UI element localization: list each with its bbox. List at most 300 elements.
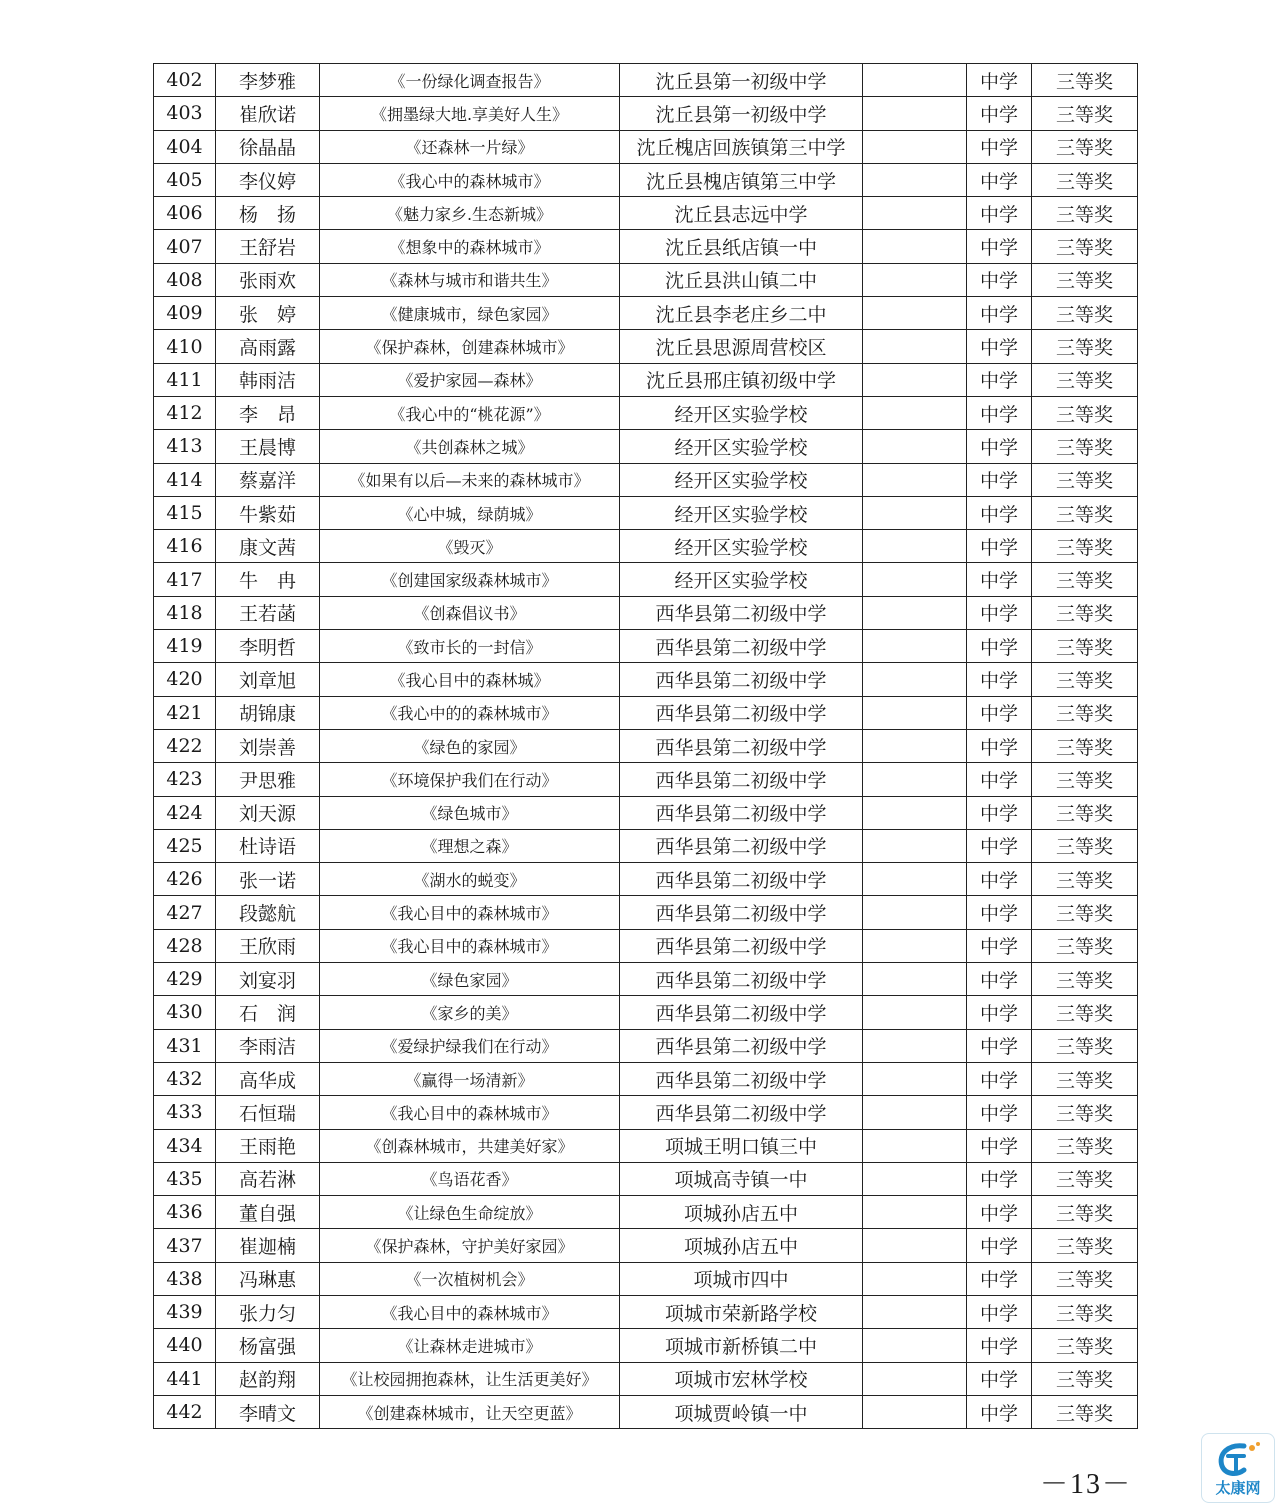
cell-name: 石 润 [216,996,320,1029]
cell-blank [863,896,967,929]
table-row [154,1295,1138,1328]
cell-name: 张 婷 [216,297,320,330]
table-row [154,330,1138,363]
cell-award: 三等奖 [1032,1395,1138,1428]
table-row [154,263,1138,296]
cell-award: 三等奖 [1032,796,1138,829]
cell-num: 407 [154,230,216,263]
cell-level: 中学 [967,663,1032,696]
cell-level: 中学 [967,1062,1032,1095]
cell-blank [863,996,967,1029]
cell-award: 三等奖 [1032,297,1138,330]
cell-title: 《创建国家级森林城市》 [320,563,620,596]
cell-name: 王雨艳 [216,1129,320,1162]
cell-award: 三等奖 [1032,1196,1138,1229]
cell-level: 中学 [967,596,1032,629]
cell-num: 427 [154,896,216,929]
cell-level: 中学 [967,829,1032,862]
table-row [154,963,1138,996]
tc-logo-icon [1214,1440,1264,1480]
awards-table-body [154,64,1138,1429]
cell-school: 项城市荣新路学校 [620,1295,863,1328]
cell-title: 《我心中的森林城市》 [320,163,620,196]
cell-school: 经开区实验学校 [620,563,863,596]
cell-level: 中学 [967,1096,1032,1129]
cell-title: 《健康城市，绿色家园》 [320,297,620,330]
cell-school: 项城高寺镇一中 [620,1162,863,1195]
table-row [154,1395,1138,1428]
cell-level: 中学 [967,230,1032,263]
cell-title: 《家乡的美》 [320,996,620,1029]
cell-title: 《绿色的家园》 [320,729,620,762]
cell-blank [863,1329,967,1362]
cell-name: 韩雨洁 [216,363,320,396]
cell-award: 三等奖 [1032,630,1138,663]
cell-level: 中学 [967,796,1032,829]
table-row [154,863,1138,896]
table-row [154,1062,1138,1095]
cell-title: 《创森林城市，共建美好家》 [320,1129,620,1162]
cell-school: 项城贾岭镇一中 [620,1395,863,1428]
cell-award: 三等奖 [1032,363,1138,396]
table-row [154,1196,1138,1229]
cell-num: 422 [154,729,216,762]
cell-title: 《赢得一场清新》 [320,1062,620,1095]
table-row [154,1362,1138,1395]
cell-blank [863,1129,967,1162]
cell-blank [863,396,967,429]
cell-num: 439 [154,1295,216,1328]
cell-num: 412 [154,396,216,429]
cell-level: 中学 [967,863,1032,896]
table-row [154,230,1138,263]
site-logo [1201,1433,1275,1503]
cell-num: 421 [154,696,216,729]
cell-level: 中学 [967,1295,1032,1328]
table-row [154,1229,1138,1262]
cell-award: 三等奖 [1032,896,1138,929]
cell-name: 徐晶晶 [216,130,320,163]
cell-level: 中学 [967,1329,1032,1362]
cell-school: 西华县第二初级中学 [620,763,863,796]
cell-school: 西华县第二初级中学 [620,863,863,896]
cell-school: 沈丘县第一初级中学 [620,64,863,97]
cell-title: 《想象中的森林城市》 [320,230,620,263]
cell-name: 高华成 [216,1062,320,1095]
cell-blank [863,1029,967,1062]
cell-blank [863,530,967,563]
cell-school: 西华县第二初级中学 [620,630,863,663]
cell-school: 项城王明口镇三中 [620,1129,863,1162]
cell-name: 李雨洁 [216,1029,320,1062]
cell-award: 三等奖 [1032,97,1138,130]
cell-level: 中学 [967,896,1032,929]
cell-title: 《我心目中的森林城市》 [320,1295,620,1328]
cell-blank [863,1262,967,1295]
cell-name: 康文茜 [216,530,320,563]
cell-award: 三等奖 [1032,1295,1138,1328]
cell-level: 中学 [967,630,1032,663]
cell-name: 胡锦康 [216,696,320,729]
cell-name: 张一诺 [216,863,320,896]
cell-num: 437 [154,1229,216,1262]
cell-level: 中学 [967,996,1032,1029]
cell-blank [863,1362,967,1395]
cell-award: 三等奖 [1032,1229,1138,1262]
table-row [154,896,1138,929]
cell-title: 《让校园拥抱森林，让生活更美好》 [320,1362,620,1395]
cell-school: 西华县第二初级中学 [620,1029,863,1062]
cell-award: 三等奖 [1032,64,1138,97]
cell-award: 三等奖 [1032,1329,1138,1362]
table-row [154,1129,1138,1162]
cell-award: 三等奖 [1032,596,1138,629]
table-row [154,696,1138,729]
cell-num: 410 [154,330,216,363]
cell-award: 三等奖 [1032,430,1138,463]
cell-name: 李明哲 [216,630,320,663]
cell-award: 三等奖 [1032,396,1138,429]
cell-name: 杨富强 [216,1329,320,1362]
cell-blank [863,163,967,196]
cell-school: 沈丘县邢庄镇初级中学 [620,363,863,396]
cell-blank [863,1062,967,1095]
cell-num: 418 [154,596,216,629]
cell-school: 经开区实验学校 [620,530,863,563]
cell-name: 王欣雨 [216,929,320,962]
cell-school: 经开区实验学校 [620,430,863,463]
cell-school: 项城市新桥镇二中 [620,1329,863,1362]
logo-text: 太康网 [1215,1479,1261,1497]
cell-title: 《我心目中的森林城市》 [320,1096,620,1129]
cell-title: 《创建森林城市，让天空更蓝》 [320,1395,620,1428]
cell-num: 429 [154,963,216,996]
cell-award: 三等奖 [1032,563,1138,596]
cell-school: 项城市宏林学校 [620,1362,863,1395]
cell-num: 416 [154,530,216,563]
cell-name: 李仪婷 [216,163,320,196]
table-row [154,163,1138,196]
table-row [154,496,1138,529]
cell-name: 牛紫茹 [216,496,320,529]
cell-name: 李梦雅 [216,64,320,97]
cell-num: 434 [154,1129,216,1162]
cell-blank [863,263,967,296]
cell-blank [863,430,967,463]
cell-award: 三等奖 [1032,663,1138,696]
cell-award: 三等奖 [1032,197,1138,230]
cell-level: 中学 [967,330,1032,363]
cell-level: 中学 [967,64,1032,97]
table-row [154,64,1138,97]
table-row [154,463,1138,496]
cell-name: 石恒瑞 [216,1096,320,1129]
cell-title: 《如果有以后—未来的森林城市》 [320,463,620,496]
cell-num: 431 [154,1029,216,1062]
cell-num: 442 [154,1395,216,1428]
table-row [154,1329,1138,1362]
cell-name: 李 昂 [216,396,320,429]
cell-blank [863,1196,967,1229]
table-row [154,530,1138,563]
cell-award: 三等奖 [1032,863,1138,896]
table-row [154,363,1138,396]
cell-name: 刘宴羽 [216,963,320,996]
cell-blank [863,963,967,996]
cell-blank [863,64,967,97]
cell-name: 崔欣诺 [216,97,320,130]
cell-num: 425 [154,829,216,862]
cell-title: 《我心目中的森林城市》 [320,896,620,929]
cell-school: 西华县第二初级中学 [620,1062,863,1095]
cell-title: 《一份绿化调查报告》 [320,64,620,97]
cell-num: 420 [154,663,216,696]
cell-num: 424 [154,796,216,829]
cell-num: 419 [154,630,216,663]
cell-title: 《环境保护我们在行动》 [320,763,620,796]
cell-title: 《让绿色生命绽放》 [320,1196,620,1229]
table-row [154,596,1138,629]
cell-num: 409 [154,297,216,330]
cell-award: 三等奖 [1032,496,1138,529]
cell-award: 三等奖 [1032,1062,1138,1095]
cell-blank [863,97,967,130]
cell-award: 三等奖 [1032,829,1138,862]
cell-num: 413 [154,430,216,463]
cell-num: 436 [154,1196,216,1229]
cell-level: 中学 [967,929,1032,962]
cell-award: 三等奖 [1032,729,1138,762]
cell-blank [863,763,967,796]
cell-school: 沈丘县纸店镇一中 [620,230,863,263]
cell-num: 403 [154,97,216,130]
cell-name: 王晨博 [216,430,320,463]
cell-name: 高雨露 [216,330,320,363]
cell-blank [863,729,967,762]
cell-award: 三等奖 [1032,696,1138,729]
cell-blank [863,230,967,263]
table-row [154,197,1138,230]
cell-award: 三等奖 [1032,929,1138,962]
cell-title: 《魅力家乡.生态新城》 [320,197,620,230]
table-row [154,97,1138,130]
table-row [154,663,1138,696]
cell-level: 中学 [967,163,1032,196]
cell-title: 《共创森林之城》 [320,430,620,463]
cell-blank [863,663,967,696]
cell-award: 三等奖 [1032,1129,1138,1162]
cell-school: 西华县第二初级中学 [620,963,863,996]
cell-school: 项城市四中 [620,1262,863,1295]
cell-school: 西华县第二初级中学 [620,796,863,829]
table-row [154,130,1138,163]
cell-name: 蔡嘉洋 [216,463,320,496]
cell-level: 中学 [967,97,1032,130]
cell-blank [863,1229,967,1262]
cell-blank [863,696,967,729]
cell-title: 《我心目中的森林城》 [320,663,620,696]
cell-num: 415 [154,496,216,529]
cell-name: 尹思雅 [216,763,320,796]
awards-table-container [153,63,1138,1429]
cell-school: 西华县第二初级中学 [620,596,863,629]
cell-award: 三等奖 [1032,530,1138,563]
cell-blank [863,796,967,829]
cell-num: 404 [154,130,216,163]
cell-award: 三等奖 [1032,1096,1138,1129]
table-row [154,829,1138,862]
cell-title: 《还森林一片绿》 [320,130,620,163]
cell-award: 三等奖 [1032,163,1138,196]
cell-blank [863,197,967,230]
cell-name: 崔迦楠 [216,1229,320,1262]
cell-blank [863,496,967,529]
cell-num: 411 [154,363,216,396]
table-row [154,563,1138,596]
cell-title: 《我心中的“桃花源”》 [320,396,620,429]
cell-title: 《致市长的一封信》 [320,630,620,663]
cell-award: 三等奖 [1032,230,1138,263]
cell-school: 西华县第二初级中学 [620,996,863,1029]
cell-school: 沈丘县槐店镇第三中学 [620,163,863,196]
cell-title: 《爱绿护绿我们在行动》 [320,1029,620,1062]
cell-level: 中学 [967,263,1032,296]
cell-school: 沈丘县第一初级中学 [620,97,863,130]
cell-school: 西华县第二初级中学 [620,663,863,696]
cell-level: 中学 [967,297,1032,330]
cell-blank [863,563,967,596]
cell-school: 沈丘县思源周营校区 [620,330,863,363]
cell-blank [863,463,967,496]
cell-school: 沈丘县志远中学 [620,197,863,230]
cell-school: 经开区实验学校 [620,463,863,496]
cell-blank [863,363,967,396]
cell-num: 441 [154,1362,216,1395]
cell-name: 牛 冉 [216,563,320,596]
cell-school: 沈丘县李老庄乡二中 [620,297,863,330]
cell-award: 三等奖 [1032,1029,1138,1062]
cell-level: 中学 [967,430,1032,463]
cell-num: 408 [154,263,216,296]
cell-name: 刘天源 [216,796,320,829]
cell-level: 中学 [967,396,1032,429]
cell-title: 《我心中的的森林城市》 [320,696,620,729]
cell-blank [863,1395,967,1428]
cell-num: 406 [154,197,216,230]
cell-title: 《保护森林，创建森林城市》 [320,330,620,363]
cell-blank [863,1295,967,1328]
cell-name: 冯琳惠 [216,1262,320,1295]
table-row [154,430,1138,463]
cell-school: 西华县第二初级中学 [620,1096,863,1129]
cell-title: 《保护森林，守护美好家园》 [320,1229,620,1262]
cell-award: 三等奖 [1032,1362,1138,1395]
cell-level: 中学 [967,1196,1032,1229]
cell-school: 沈丘县洪山镇二中 [620,263,863,296]
cell-award: 三等奖 [1032,1162,1138,1195]
cell-level: 中学 [967,729,1032,762]
cell-title: 《心中城，绿荫城》 [320,496,620,529]
cell-num: 440 [154,1329,216,1362]
cell-award: 三等奖 [1032,996,1138,1029]
cell-title: 《爱护家园—森林》 [320,363,620,396]
cell-title: 《绿色家园》 [320,963,620,996]
cell-num: 438 [154,1262,216,1295]
cell-num: 435 [154,1162,216,1195]
cell-title: 《毁灭》 [320,530,620,563]
cell-award: 三等奖 [1032,1262,1138,1295]
cell-school: 西华县第二初级中学 [620,696,863,729]
cell-level: 中学 [967,1395,1032,1428]
cell-level: 中学 [967,1029,1032,1062]
cell-title: 《绿色城市》 [320,796,620,829]
cell-award: 三等奖 [1032,963,1138,996]
table-row [154,929,1138,962]
cell-name: 李晴文 [216,1395,320,1428]
cell-award: 三等奖 [1032,330,1138,363]
cell-title: 《鸟语花香》 [320,1162,620,1195]
table-row [154,996,1138,1029]
table-row [154,1162,1138,1195]
cell-level: 中学 [967,463,1032,496]
cell-school: 经开区实验学校 [620,496,863,529]
cell-blank [863,1162,967,1195]
cell-name: 刘崇善 [216,729,320,762]
cell-num: 430 [154,996,216,1029]
table-row [154,796,1138,829]
cell-level: 中学 [967,1262,1032,1295]
cell-school: 西华县第二初级中学 [620,896,863,929]
cell-num: 432 [154,1062,216,1095]
cell-title: 《一次植树机会》 [320,1262,620,1295]
cell-blank [863,1096,967,1129]
cell-level: 中学 [967,130,1032,163]
cell-school: 经开区实验学校 [620,396,863,429]
table-row [154,763,1138,796]
table-row [154,729,1138,762]
cell-level: 中学 [967,1229,1032,1262]
cell-level: 中学 [967,1129,1032,1162]
table-row [154,630,1138,663]
cell-level: 中学 [967,696,1032,729]
cell-level: 中学 [967,1362,1032,1395]
cell-title: 《拥墨绿大地.享美好人生》 [320,97,620,130]
cell-blank [863,596,967,629]
cell-level: 中学 [967,197,1032,230]
cell-name: 张雨欢 [216,263,320,296]
cell-school: 沈丘槐店回族镇第三中学 [620,130,863,163]
cell-title: 《我心目中的森林城市》 [320,929,620,962]
cell-school: 西华县第二初级中学 [620,829,863,862]
cell-num: 426 [154,863,216,896]
cell-name: 王舒岩 [216,230,320,263]
cell-name: 董自强 [216,1196,320,1229]
cell-school: 项城孙店五中 [620,1196,863,1229]
cell-name: 段懿航 [216,896,320,929]
cell-name: 高若淋 [216,1162,320,1195]
cell-name: 赵韵翔 [216,1362,320,1395]
cell-num: 417 [154,563,216,596]
cell-blank [863,130,967,163]
awards-table [153,63,1138,1429]
cell-title: 《创森倡议书》 [320,596,620,629]
table-row [154,1262,1138,1295]
cell-level: 中学 [967,496,1032,529]
cell-num: 433 [154,1096,216,1129]
cell-school: 项城孙店五中 [620,1229,863,1262]
cell-blank [863,630,967,663]
cell-award: 三等奖 [1032,263,1138,296]
